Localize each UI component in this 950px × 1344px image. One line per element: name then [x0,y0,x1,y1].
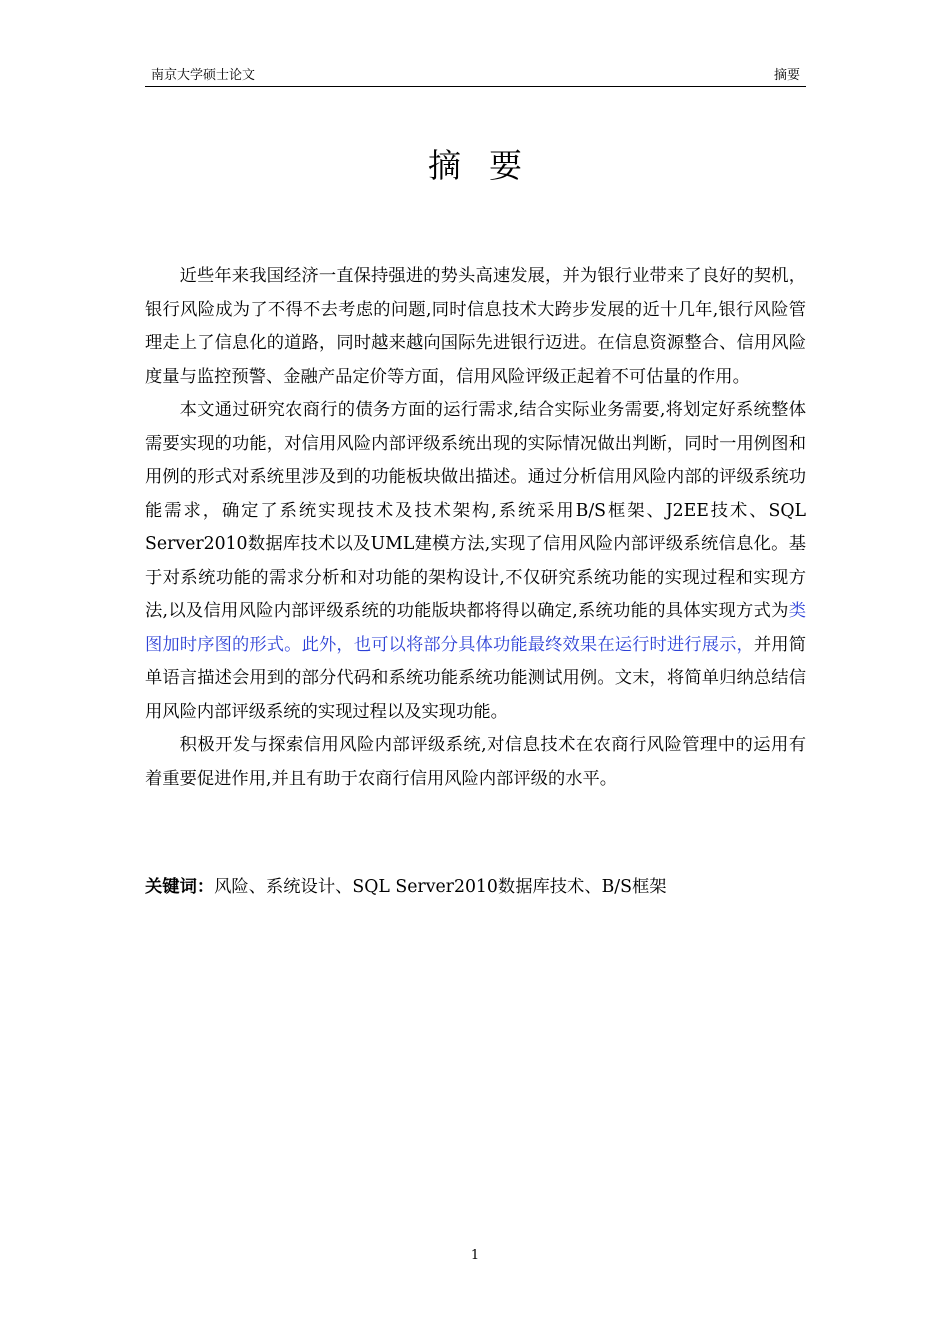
keywords-line [145,871,806,905]
page-title: 摘要 [428,146,550,185]
paragraph-2-text-b: 并用简单语言描述会用到的部分代码和系统功能系统功能测试用例。文末，将简单归纳总结信用风险内部评级系统的实现过程以及实现功能。 [145,634,806,722]
header-thesis-name: 南京大学硕士论文 [151,68,256,83]
abstract-paragraph-3: 积极开发与探索信用风险内部评级系统,对信息技术在农商行风险管理中的运用有着重要促进作用,并且有助于农商行信用风险内部评级的水平。 [145,735,806,789]
header-section-name: 摘要 [773,68,800,83]
keywords-label: 关键词： [145,877,215,897]
page-number: 1 [470,1248,480,1263]
keywords-text: 风险、系统设计、SQL Server2010数据库技术、B/S框架 [214,877,667,897]
paragraph-2-highlighted-text: 类图加时序图的形式。此外，也可以将部分具体功能最终效果在运行时进行展示， [145,601,806,655]
abstract-paragraph-1: 近些年来我国经济一直保持强进的势头高速发展，并为银行业带来了良好的契机，银行风险成为了不得不去考虑的问题,同时信息技术大跨步发展的近十几年,银行风险管理走上了信息化的道路，同时越来越向国际先进银行迈进。在信息资源整合、信用风险度量与监控预警、金融产品定价等方面，信用风险评级正起着不可估量的作用。 [145,266,806,387]
running-header [145,66,806,87]
paragraph-2-text-a: 本文通过研究农商行的债务方面的运行需求,结合实际业务需要,将划定好系统整体需要实现的功能，对信用风险内部评级系统出现的实际情况做出判断，同时一用例图和用例的形式对系统里涉及到的功能板块做出描述。通过分析信用风险内部的评级系统功能需求，确定了系统实现技术及技术架构,系统采用B/S框架、J2EE技术、SQL Server2010数据库技术以及UML建模方法,实现了信用风险内部评级系统信息化。基于对系统功能的需求分析和对功能的架构设计,不仅研究系统功能的实现过程和实现方法,以及信用风险内部评级系统的功能版块都将得以确定,系统功能的具体实现方式为 [145,400,806,621]
abstract-body [145,260,806,796]
abstract-paragraph-2 [145,394,806,729]
